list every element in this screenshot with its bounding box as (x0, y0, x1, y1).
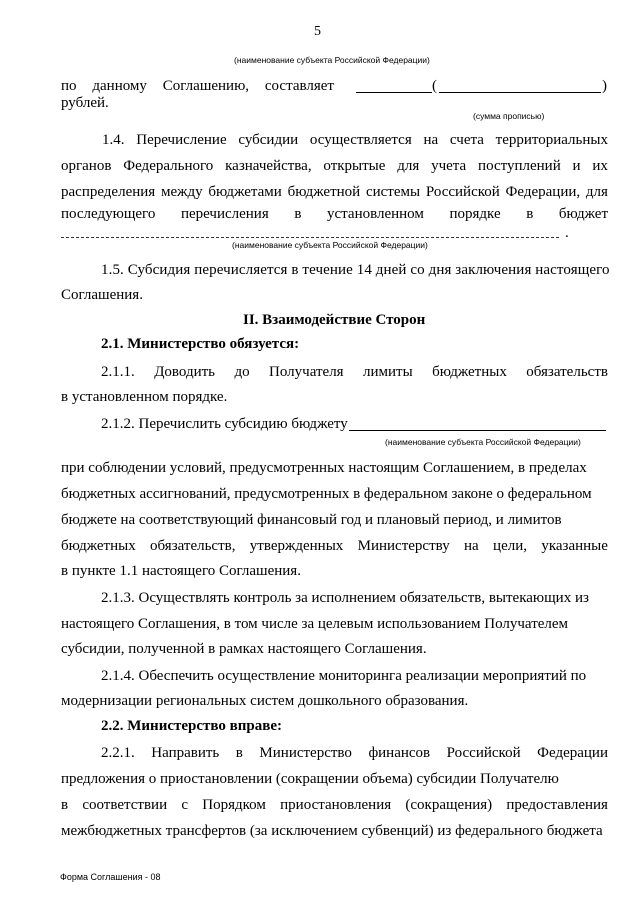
p221-line2: предложения о приостановлении (сокращении объема) субсидии Получателю (61, 771, 559, 787)
caption-subject-top: (наименование субъекта Российской Федерации) (234, 55, 430, 65)
p212-subject-field[interactable] (349, 430, 606, 431)
page-number: 5 (314, 24, 321, 39)
p213-line3: субсидии, полученной в рамках настоящего Соглашения. (61, 641, 427, 657)
p14-line5-end: . (565, 225, 569, 241)
sub21-title: 2.1. Министерство обязуется: (101, 336, 300, 352)
p212-line4: бюджете на соответствующий финансовый год и плановый период, и лимитов (61, 512, 562, 528)
amount-number-field[interactable] (356, 92, 432, 93)
p212-caption: (наименование субъекта Российской Федерации) (385, 437, 581, 447)
close-paren: ) (602, 78, 607, 94)
p14-line4: последующего перечисления в установленном порядке в бюджет (61, 206, 608, 222)
p212-line5: бюджетных обязательств, утвержденных Министерству на цели, указанные (61, 538, 608, 554)
p15-line2: Соглашения. (61, 287, 143, 303)
p213-line1: 2.1.3. Осуществлять контроль за исполнением обязательств, вытекающих из (101, 590, 589, 606)
p221-line4: межбюджетных трансфертов (за исключением субвенций) из федерального бюджета (61, 823, 603, 839)
caption-amount-words: (сумма прописью) (473, 111, 545, 121)
p221-line3: в соответствии с Порядком приостановления (сокращения) предоставления (61, 797, 608, 813)
p14-line3: распределения между бюджетами бюджетной системы Российской Федерации, для (61, 184, 608, 200)
rubles-label: рублей. (61, 95, 109, 111)
p211-line1: 2.1.1. Доводить до Получателя лимиты бюджетных обязательств (101, 364, 608, 380)
p14-line2: органов Федерального казначейства, открытые для учета поступлений и их (61, 158, 608, 174)
p212-line3: бюджетных ассигнований, предусмотренных в федеральном законе о федеральном (61, 486, 592, 502)
sub22-title: 2.2. Министерство вправе: (101, 718, 282, 734)
p14-subject-field[interactable] (61, 237, 559, 238)
p214-line1: 2.1.4. Обеспечить осуществление мониторинга реализации мероприятий по (101, 668, 587, 684)
p214-line2: модернизации региональных систем дошкольного образования. (61, 693, 469, 709)
p212-line2: при соблюдении условий, предусмотренных настоящим Соглашением, в пределах (61, 460, 587, 476)
p212-line6: в пункте 1.1 настоящего Соглашения. (61, 563, 301, 579)
p14-line1: 1.4. Перечисление субсидии осуществляется на счета территориальных (102, 132, 608, 148)
footer-form-label: Форма Соглашения - 08 (60, 872, 161, 882)
open-paren: ( (432, 78, 437, 94)
p221-line1: 2.2.1. Направить в Министерство финансов Российской Федерации (101, 745, 608, 761)
amount-line-text: по данному Соглашению, составляет (61, 78, 334, 94)
amount-words-field[interactable] (439, 92, 601, 93)
p15-line1: 1.5. Субсидия перечисляется в течение 14 дней со дня заключения настоящего (101, 262, 610, 278)
p212-line1: 2.1.2. Перечислить субсидию бюджету (101, 416, 348, 432)
p14-caption: (наименование субъекта Российской Федерации) (232, 240, 428, 250)
p213-line2: настоящего Соглашения, в том числе за целевым использованием Получателем (61, 616, 569, 632)
p211-line2: в установленном порядке. (61, 389, 228, 405)
section2-title: II. Взаимодействие Сторон (243, 312, 426, 328)
